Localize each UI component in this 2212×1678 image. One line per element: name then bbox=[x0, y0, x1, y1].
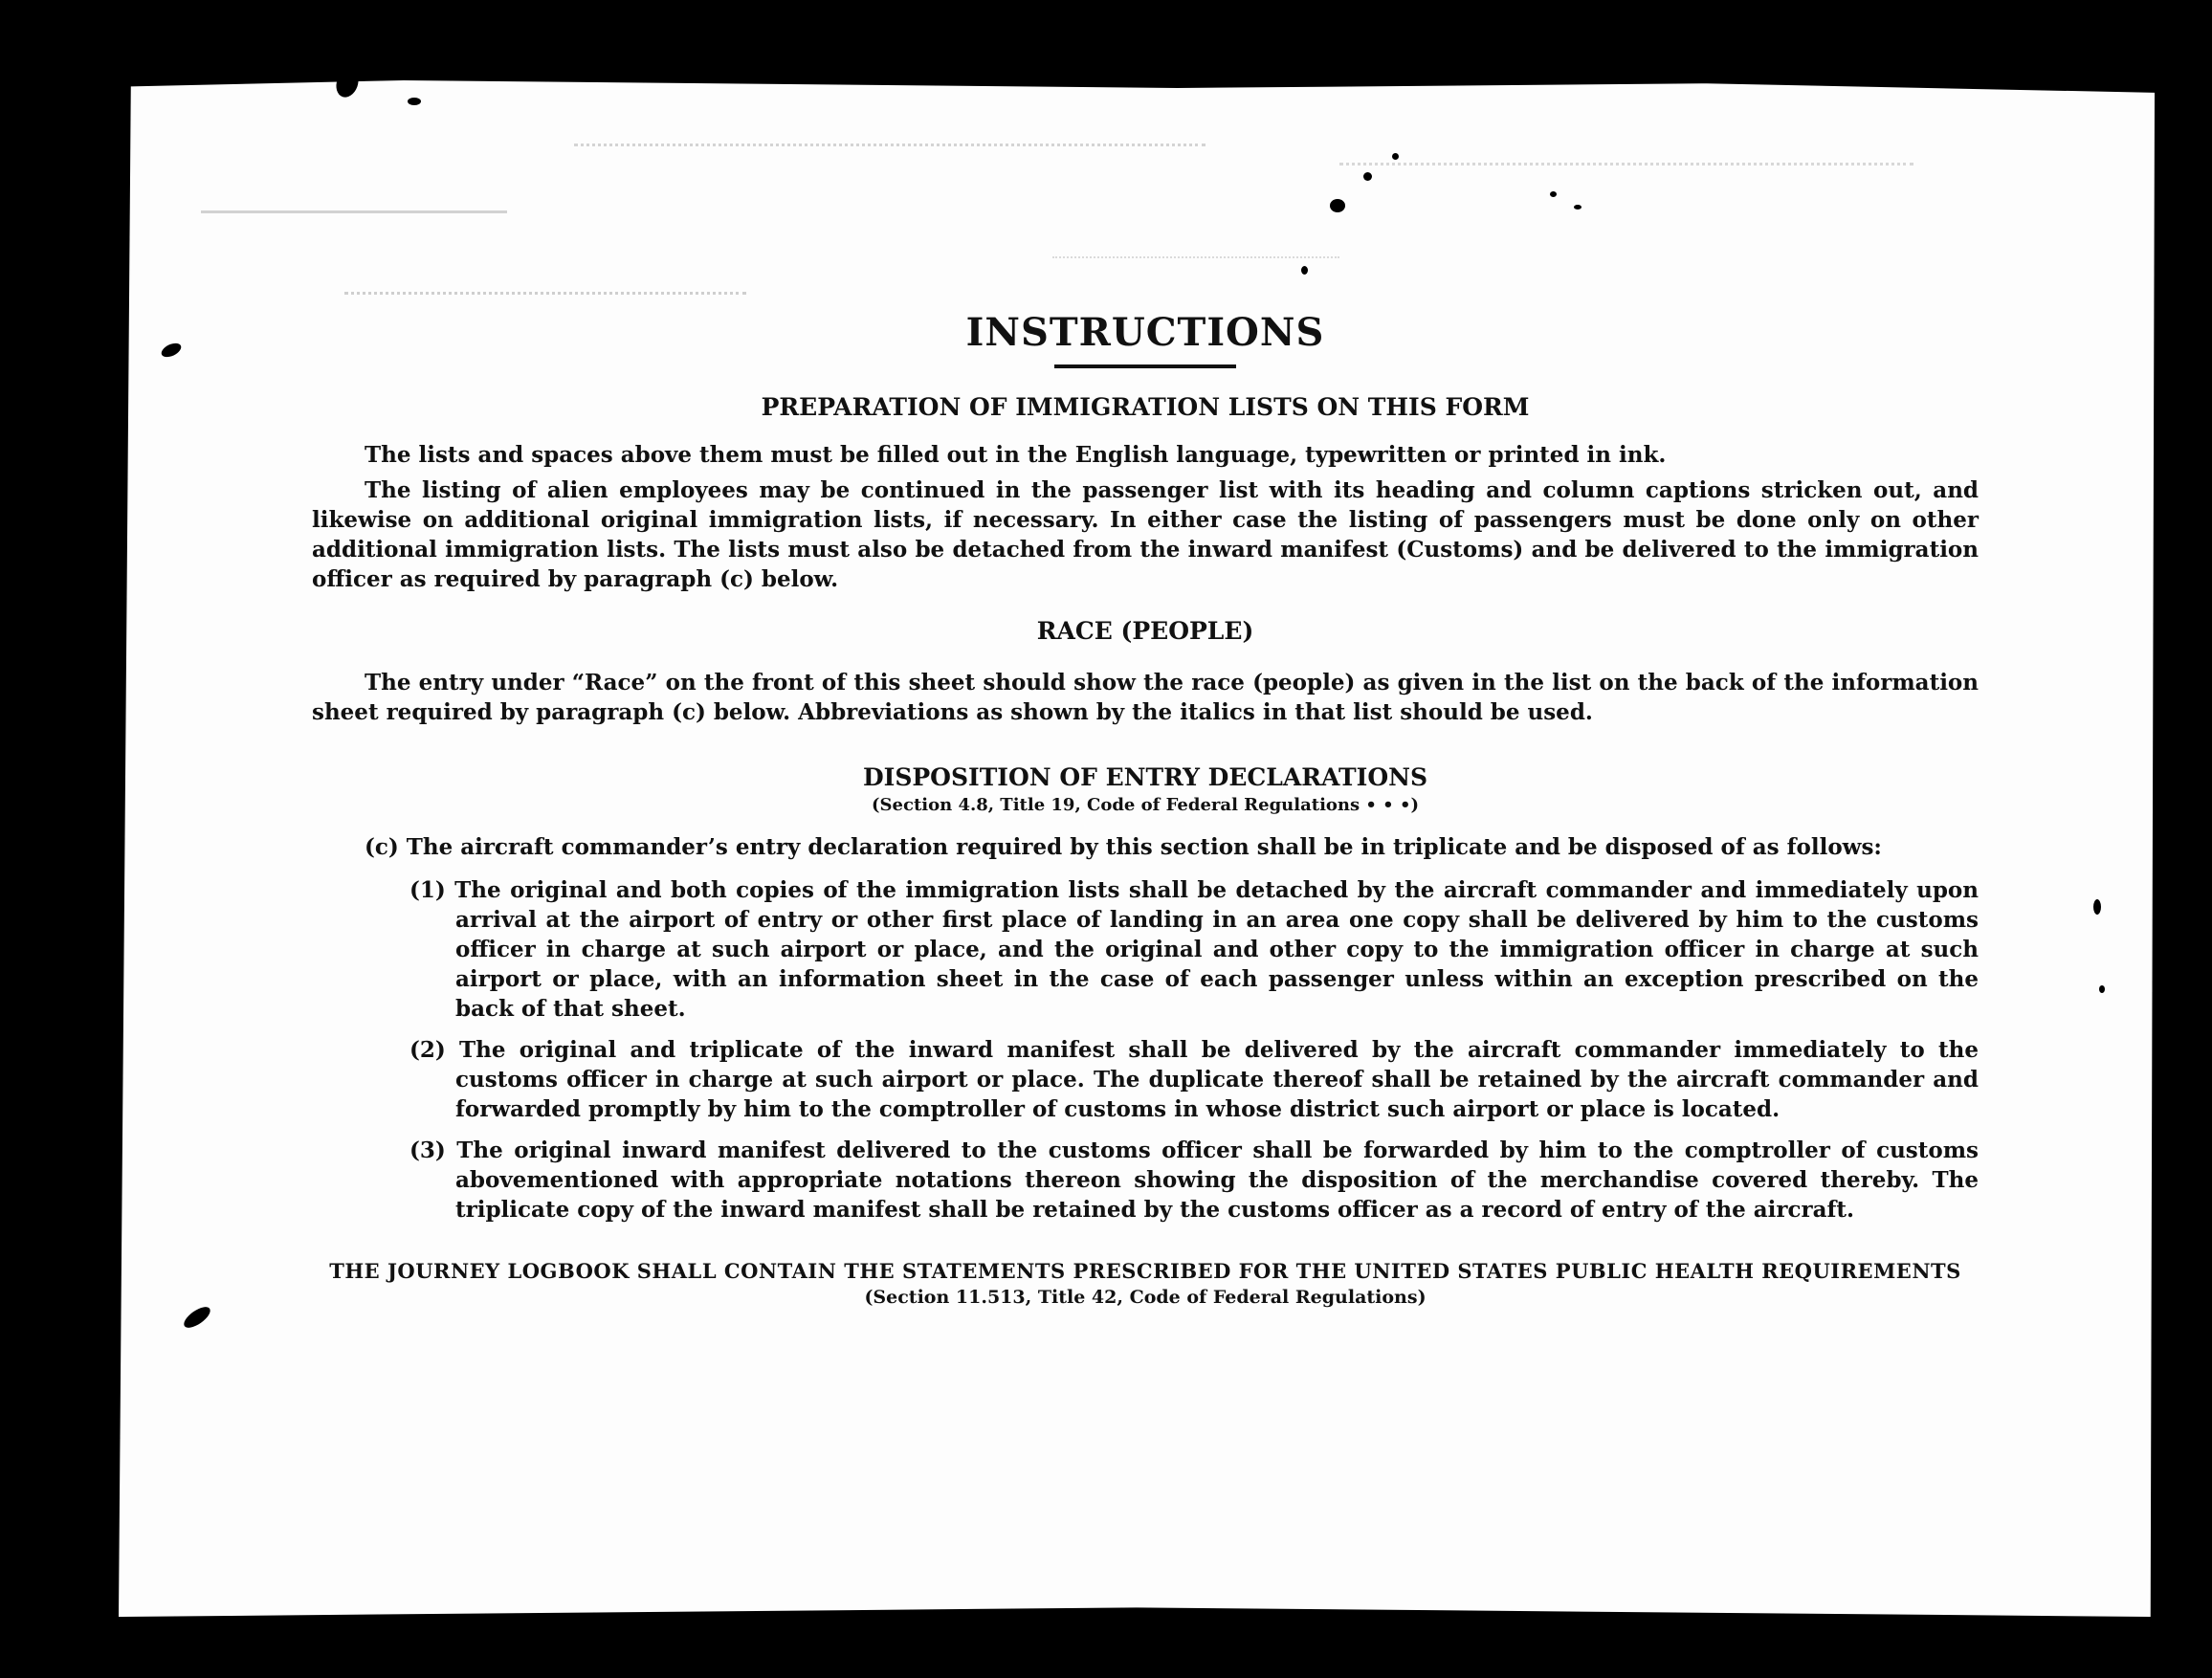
ink-speck bbox=[2099, 985, 2105, 993]
disposition-citation: (Section 4.8, Title 19, Code of Federal Regulations • • •) bbox=[872, 795, 1419, 815]
instructions-content bbox=[312, 304, 1979, 1308]
health-requirements-citation: (Section 11.513, Title 42, Code of Federal Regulations) bbox=[864, 1287, 1427, 1308]
bleed-through-line bbox=[344, 292, 746, 295]
disposition-intro: (c) The aircraft commander’s entry declaration required by this section shall be in triplicate and be disposed of as follows: bbox=[365, 834, 1882, 860]
bleed-through-line bbox=[1052, 256, 1339, 258]
ink-speck bbox=[1392, 153, 1399, 160]
ink-speck bbox=[1574, 205, 1582, 210]
bleed-through-line bbox=[1339, 163, 1913, 166]
ink-speck bbox=[1330, 199, 1345, 212]
race-heading: RACE (PEOPLE) bbox=[1036, 617, 1254, 645]
disposition-item-3: (3) The original inward manifest delivered to the customs officer shall be forwarded by him to the comptroller of customs abovementioned with appropriate notations thereon showing the disposition of the merchandise covered thereby. The triplicate copy of the inward manifest shall be retained by the customs officer as a record of entry of the aircraft. bbox=[409, 1137, 1979, 1223]
preparation-paragraph-1: The lists and spaces above them must be filled out in the English language, typewritten or printed in ink. bbox=[365, 442, 1667, 468]
disposition-item-1: (1) The original and both copies of the immigration lists shall be detached by the aircraft commander and immediately upon arrival at the airport of entry or other first place of landing in an area one copy shall be delivered by him to the customs officer in charge at such airport or place, and the original and other copy to the immigration officer in charge at such airport or place, with an information sheet in the case of each passenger unless within an exception prescribed on the back of that sheet. bbox=[409, 877, 1979, 1022]
ink-speck bbox=[1363, 172, 1372, 181]
ink-speck bbox=[1301, 266, 1308, 275]
preparation-paragraph-2: The listing of alien employees may be continued in the passenger list with its heading and column captions stricken out, and likewise on additional original immigration lists, if necessary. In either case the listing of passengers must be done only on other additional immigration lists. The lists must also be detached from the inward manifest (Customs) and be delivered to the immigration officer as required by paragraph (c) below. bbox=[312, 477, 1979, 592]
preparation-heading: PREPARATION OF IMMIGRATION LISTS ON THIS FORM bbox=[761, 393, 1530, 421]
bleed-through-line bbox=[201, 210, 507, 213]
race-paragraph: The entry under “Race” on the front of this sheet should show the race (people) as given in the list on the back of the information sheet required by paragraph (c) below. Abbreviations as shown by the italics in that list should be used. bbox=[312, 670, 1979, 725]
disposition-heading: DISPOSITION OF ENTRY DECLARATIONS bbox=[862, 763, 1428, 791]
bleed-through-line bbox=[574, 144, 1206, 146]
health-requirements-statement: THE JOURNEY LOGBOOK SHALL CONTAIN THE STATEMENTS PRESCRIBED FOR THE UNITED STATES PUBLIC HEALTH REQUIREMENTS bbox=[329, 1259, 1961, 1283]
page-title: INSTRUCTIONS bbox=[965, 310, 1325, 355]
disposition-item-2: (2) The original and triplicate of the inward manifest shall be delivered by the aircraft commander immediately to the customs officer in charge at such airport or place. The duplicate thereof shall be retained by the aircraft commander and forwarded promptly by him to the comptroller of customs in whose district such airport or place is located. bbox=[409, 1037, 1979, 1122]
title-underline bbox=[1054, 364, 1236, 368]
ink-speck bbox=[408, 98, 421, 105]
ink-speck bbox=[2093, 899, 2101, 915]
ink-speck bbox=[1550, 191, 1557, 197]
